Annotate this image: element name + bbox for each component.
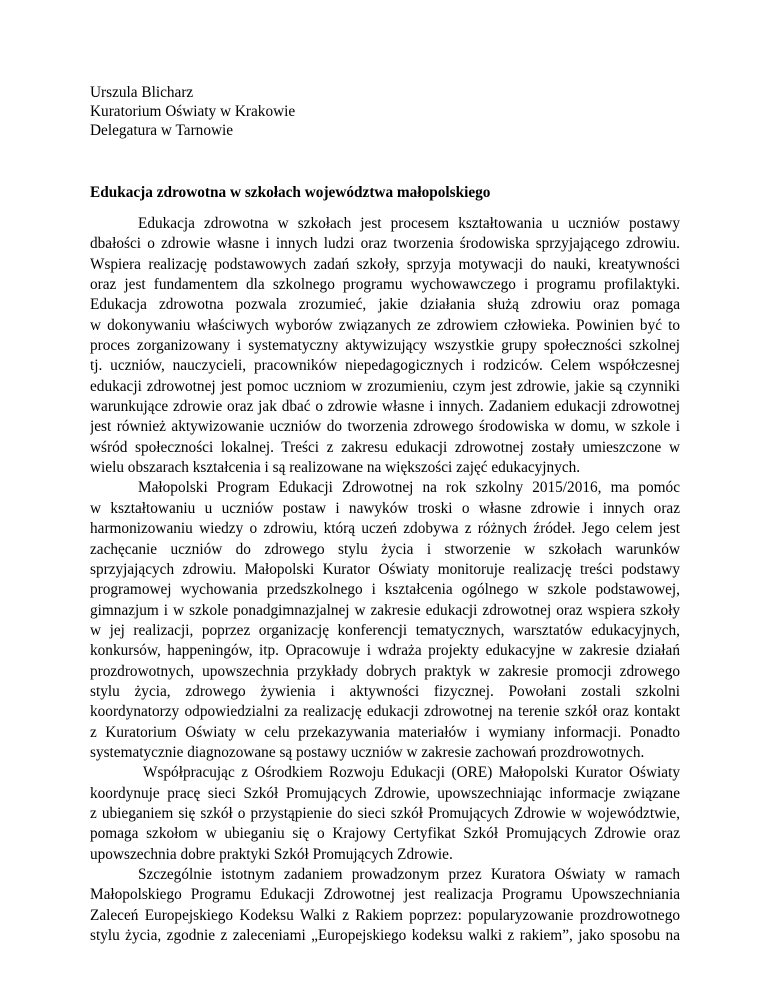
text-line: Małopolski Program Edukacji Zdrowotnej na rok szkolny 2015/2016, ma pomóc: [138, 479, 680, 497]
institution-name: Kuratorium Oświaty w Krakowie: [90, 103, 296, 120]
text-line: sprzyjających zdrowiu. Małopolski Kurator Oświaty monitoruje realizację treści podstawy: [90, 560, 680, 578]
author-block: [90, 83, 295, 140]
author-name: Urszula Blicharz: [90, 84, 194, 101]
text-line: zachęcanie uczniów do zdrowego stylu życia i stworzenie w szkołach warunków: [90, 540, 680, 558]
text-line: stylu życia, zdrowego żywienia i aktywności fizycznej. Powołani zostali szkolni: [90, 682, 680, 700]
text-line: koordynuje pracę sieci Szkół Promujących Zdrowie, upowszechniając informacje związane: [90, 784, 680, 802]
text-line: tj. uczniów, nauczycieli, pracowników niepedagogicznych i rodziców. Celem współczesnej: [90, 357, 680, 375]
text-line: proces zorganizowany i systematyczny aktywizujący wszystkie grupy społeczności szkolnej: [90, 337, 680, 355]
text-line: edukacji zdrowotnej jest pomoc uczniom w zrozumieniu, czym jest zdrowie, jakie są czynniki: [90, 377, 680, 395]
text-line: w jej realizacji, poprzez organizację konferencji tematycznych, warsztatów edukacyjnych,: [90, 621, 680, 639]
text-line: Edukacja zdrowotna pozwala zrozumieć, jakie działania służą zdrowiu oraz pomaga: [90, 296, 680, 314]
text-line: konkursów, happeningów, itp. Opracowuje i wdraża projekty edukacyjne w zakresie działań: [90, 642, 680, 660]
text-line: Edukacja zdrowotna w szkołach jest procesem kształtowania u uczniów postawy: [138, 215, 680, 232]
text-line: dbałości o zdrowie własne i innych ludzi oraz tworzenia środowiska sprzyjającego zdrowiu.: [90, 235, 680, 253]
text-line: prozdrowotnych, upowszechnia przykłady dobrych praktyk w zakresie promocji zdrowego: [90, 662, 680, 680]
branch-name: Delegatura w Tarnowie: [90, 122, 234, 139]
text-line: oraz jest fundamentem dla szkolnego programu wychowawczego i programu profilaktyki.: [90, 276, 680, 294]
text-line: jest również aktywizowanie uczniów do tworzenia zdrowego środowiska w domu, w szkole i: [90, 418, 680, 436]
text-line: stylu życia, zgodnie z zaleceniami „Europejskiego kodeksu walki z rakiem”, jako sposobu na: [90, 927, 680, 945]
document-body: [90, 214, 680, 946]
text-line: warunkujące zdrowie oraz jak dbać o zdrowie własne i innych. Zadaniem edukacji zdrowotnej: [90, 398, 680, 416]
text-line: z ubieganiem się szkół o przystąpienie do sieci szkół Promujących Zdrowie w województwie,: [90, 804, 680, 822]
text-line: wielu obszarach kształcenia i są realizowane na większości zajęć edukacyjnych.: [90, 459, 581, 477]
text-line: z Kuratorium Oświaty w celu przekazywania materiałów i wymiany informacji. Ponadto: [90, 723, 680, 741]
text-line: Małopolskiego Programu Edukacji Zdrowotnej jest realizacja Programu Upowszechniania: [90, 886, 680, 904]
text-line: wśród społeczności lokalnej. Treści z zakresu edukacji zdrowotnej zostały umieszczone w: [90, 438, 680, 456]
text-line: koordynatorzy odpowiedzialni za realizację edukacji zdrowotnej na terenie szkół oraz kontakt: [90, 703, 680, 721]
text-line: Szczególnie istotnym zadaniem prowadzonym przez Kuratora Oświaty w ramach: [138, 866, 680, 883]
text-line: Zaleceń Europejskiego Kodeksu Walki z Rakiem poprzez: popularyzowanie prozdrowotnego: [90, 906, 680, 924]
text-line: systematycznie diagnozowane są postawy uczniów w zakresie zachowań prozdrowotnych.: [90, 743, 645, 761]
text-line: Współpracując z Ośrodkiem Rozwoju Edukacji (ORE) Małopolski Kurator Oświaty: [143, 764, 680, 782]
document-title: Edukacja zdrowotna w szkołach województwa małopolskiego: [90, 184, 491, 201]
text-line: programowej wychowania przedszkolnego i kształcenia ogólnego w szkole podstawowej,: [90, 581, 680, 599]
text-line: w dokonywaniu właściwych wyborów związanych ze zdrowiem człowieka. Powinien być to: [90, 316, 680, 334]
text-line: w kształtowaniu u uczniów postaw i nawyków troski o własne zdrowie i innych oraz: [90, 499, 680, 517]
text-line: harmonizowaniu wiedzy o zdrowiu, którą uczeń zdobywa z różnych źródeł. Jego celem jest: [90, 520, 680, 538]
text-line: pomaga szkołom w ubieganiu się o Krajowy Certyfikat Szkół Promujących Zdrowie oraz: [90, 825, 680, 843]
text-line: Wspiera realizację podstawowych zadań szkoły, sprzyja motywacji do nauki, kreatywności: [90, 255, 680, 273]
text-line: gimnazjum i w szkole ponadgimnazjalnej w zakresie edukacji zdrowotnej oraz wspiera szkoły: [90, 601, 680, 619]
text-line: upowszechnia dobre praktyki Szkół Promujących Zdrowie.: [90, 845, 453, 863]
